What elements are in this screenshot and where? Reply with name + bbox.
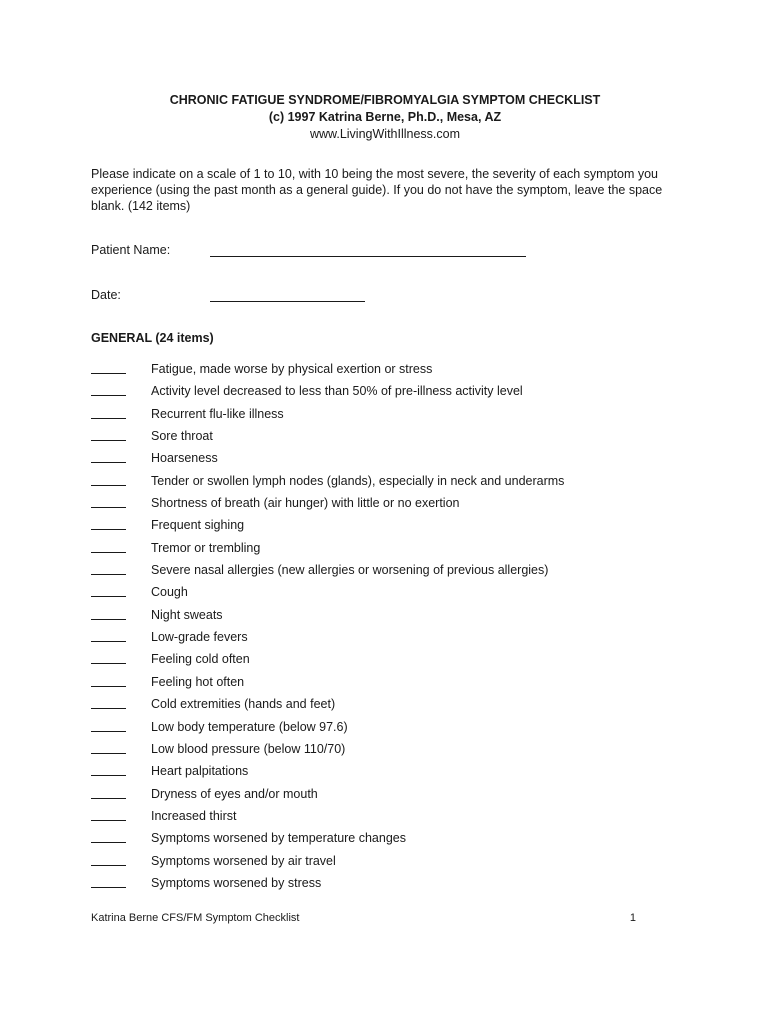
symptom-label: Sore throat [151,429,213,444]
symptom-label: Symptoms worsened by stress [151,875,322,890]
symptom-item [91,472,691,494]
severity-blank[interactable] [91,798,126,799]
footer-text: Katrina Berne CFS/FM Symptom Checklist [91,912,300,924]
severity-blank[interactable] [91,731,126,732]
severity-blank[interactable] [91,462,126,463]
page-number: 1 [629,912,636,924]
severity-blank[interactable] [91,507,126,508]
symptom-label: Tremor or trembling [151,540,261,555]
symptom-label: Feeling hot often [151,674,245,689]
symptom-label: Fatigue, made worse by physical exertion or stress [151,362,433,376]
symptom-label: Low body temperature (below 97.6) [151,719,348,734]
symptom-item [91,695,691,717]
severity-blank[interactable] [91,529,126,530]
symptom-label: Increased thirst [151,808,237,823]
severity-blank[interactable] [91,574,126,575]
symptom-label: Frequent sighing [151,518,245,533]
severity-blank[interactable] [91,485,126,486]
copyright-line: (c) 1997 Katrina Berne, Ph.D., Mesa, AZ [268,110,502,124]
symptom-item [91,673,691,695]
severity-blank[interactable] [91,865,126,866]
symptom-item [91,650,691,672]
symptom-item [91,628,691,650]
instructions-paragraph: Please indicate on a scale of 1 to 10, with 10 being the most severe, the severity of each symptom you experience (using the past month as a general guide). If you do not have the symptom, leave the space blank. (142 items) [91,167,663,213]
symptom-label: Dryness of eyes and/or mouth [151,786,318,801]
symptom-label: Cough [151,585,188,600]
symptom-label: Low blood pressure (below 110/70) [151,741,346,756]
document-header [0,92,770,143]
symptom-item [91,405,691,427]
symptom-item [91,807,691,829]
severity-blank[interactable] [91,552,126,553]
severity-blank[interactable] [91,842,126,843]
symptom-item [91,427,691,449]
symptom-item [91,382,691,404]
symptom-item [91,606,691,628]
symptom-label: Shortness of breath (air hunger) with little or no exertion [151,496,460,511]
severity-blank[interactable] [91,887,126,888]
symptom-item [91,852,691,874]
symptom-item [91,874,691,896]
severity-blank[interactable] [91,641,126,642]
symptom-item [91,762,691,784]
section-title-general: GENERAL (24 items) [91,331,214,345]
symptom-label: Cold extremities (hands and feet) [151,697,336,712]
symptom-label: Severe nasal allergies (new allergies or worsening of previous allergies) [151,563,549,578]
website-url: www.LivingWithIllness.com [309,127,461,141]
patient-name-input-line[interactable] [210,256,526,257]
severity-blank[interactable] [91,820,126,821]
date-label: Date: [91,288,121,302]
severity-blank[interactable] [91,775,126,776]
document-title: CHRONIC FATIGUE SYNDROME/FIBROMYALGIA SYMPTOM CHECKLIST [169,93,601,107]
symptom-label: Tender or swollen lymph nodes (glands), especially in neck and underarms [151,473,565,488]
symptom-item [91,561,691,583]
symptom-item [91,539,691,561]
symptom-label: Feeling cold often [151,652,250,667]
symptom-item [91,494,691,516]
symptom-item [91,740,691,762]
symptom-item [91,360,691,382]
symptom-label: Low-grade fevers [151,630,248,645]
severity-blank[interactable] [91,619,126,620]
symptom-label: Symptoms worsened by air travel [151,853,336,868]
symptom-label: Recurrent flu-like illness [151,406,284,421]
symptom-label: Heart palpitations [151,764,249,779]
severity-blank[interactable] [91,418,126,419]
symptom-item [91,516,691,538]
severity-blank[interactable] [91,395,126,396]
severity-blank[interactable] [91,753,126,754]
symptom-item [91,829,691,851]
symptom-label: Night sweats [151,607,223,622]
symptom-item [91,785,691,807]
symptom-item [91,718,691,740]
patient-name-label: Patient Name: [91,243,171,257]
symptom-label: Symptoms worsened by temperature changes [151,831,406,846]
severity-blank[interactable] [91,596,126,597]
symptom-label: Activity level decreased to less than 50% of pre-illness activity level [151,384,523,399]
severity-blank[interactable] [91,373,126,374]
symptom-label: Hoarseness [151,451,218,466]
symptom-item [91,583,691,605]
symptom-item [91,449,691,471]
severity-blank[interactable] [91,708,126,709]
severity-blank[interactable] [91,686,126,687]
severity-blank[interactable] [91,663,126,664]
symptom-list [91,360,691,896]
severity-blank[interactable] [91,440,126,441]
date-input-line[interactable] [210,301,365,302]
